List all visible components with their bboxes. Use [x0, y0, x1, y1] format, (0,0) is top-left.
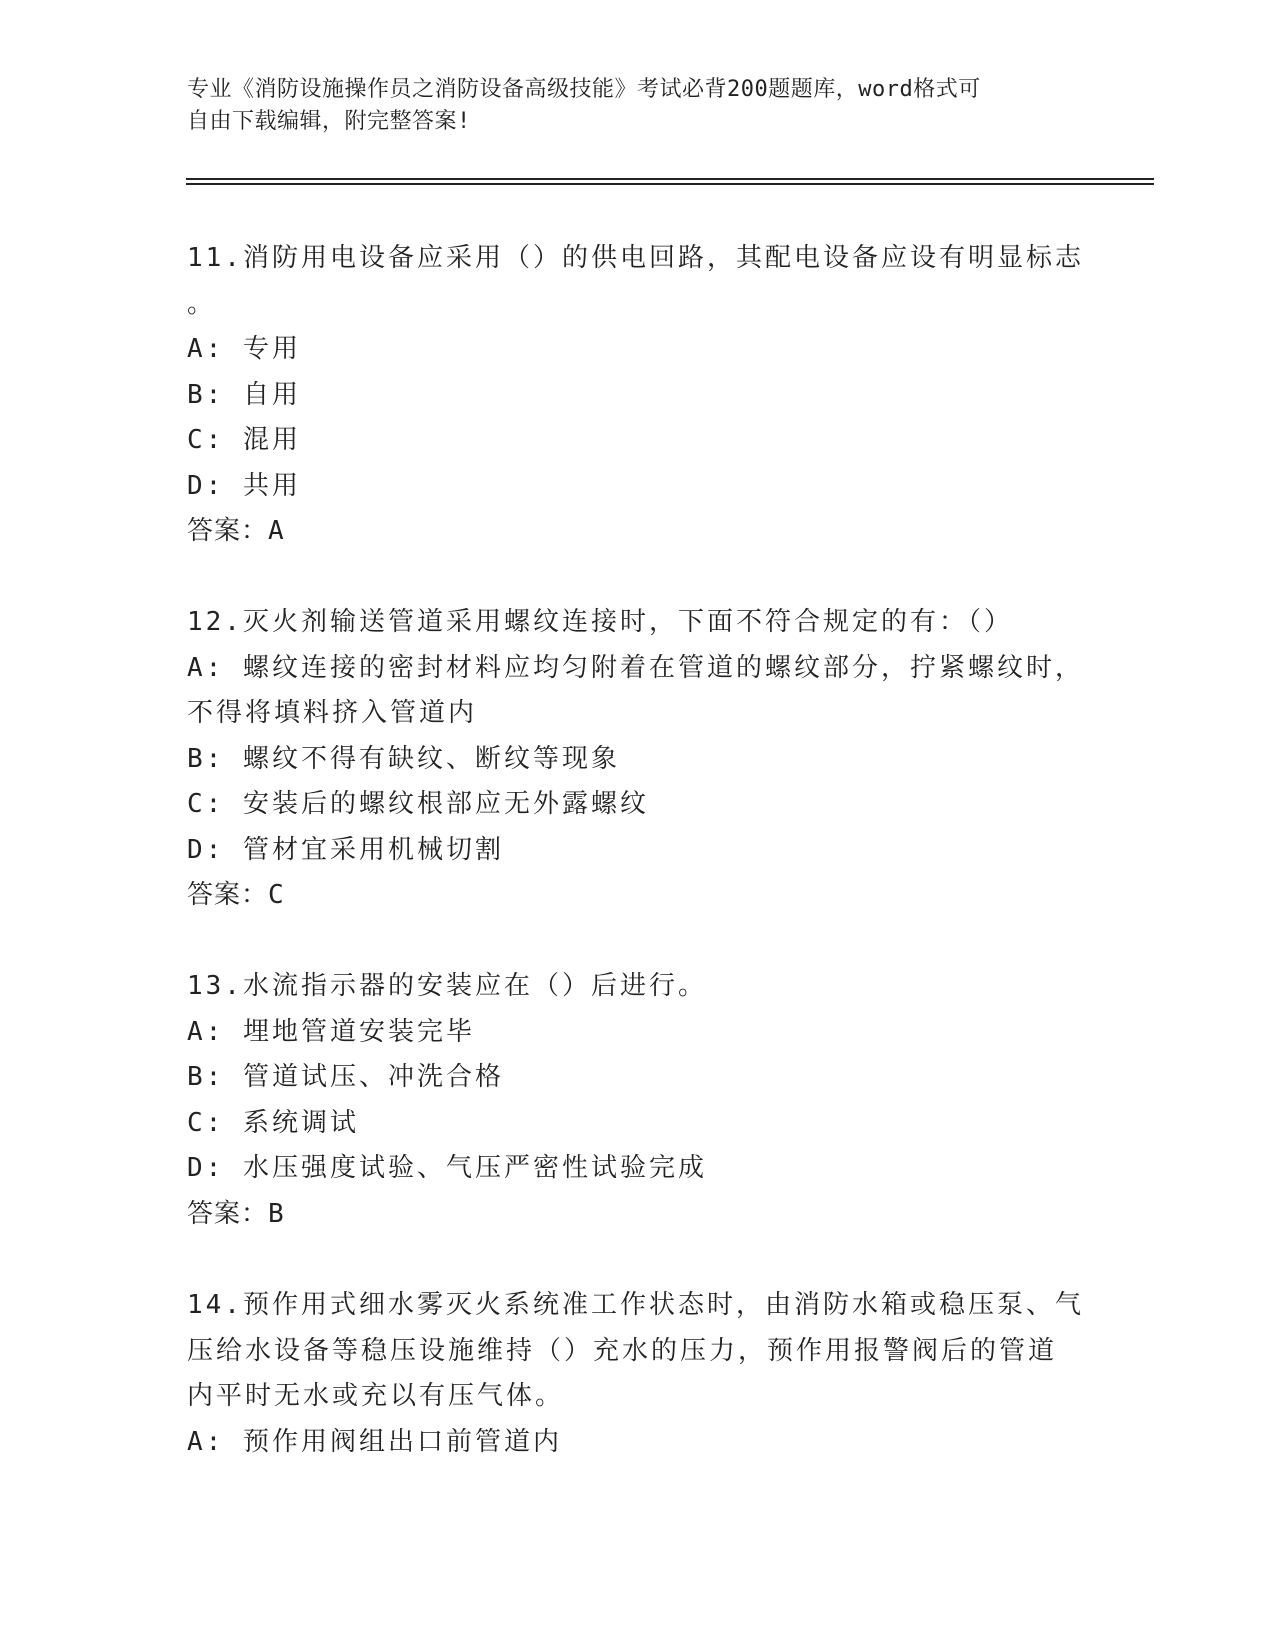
option-d: D: 共用	[187, 470, 301, 501]
option-c: C: 安装后的螺纹根部应无外露螺纹	[187, 789, 649, 819]
answer-line	[187, 1192, 1087, 1238]
question-stem-line: 压给水设备等稳压设施维持（）充水的压力，预作用报警阀后的管道	[187, 1335, 1058, 1366]
question-13	[187, 964, 1087, 1237]
answer-value: A	[268, 516, 285, 546]
question-stem-line: 14.预作用式细水雾灭火系统准工作状态时，由消防水箱或稳压泵、气	[187, 1290, 1084, 1320]
option-a-continued: 不得将填料挤入管道内	[187, 698, 478, 728]
answer-line	[187, 873, 1087, 919]
option-b: B: 管道试压、冲洗合格	[187, 1062, 504, 1092]
answer-value: B	[268, 1198, 285, 1229]
option-a: A: 预作用阀组出口前管道内	[187, 1426, 562, 1457]
question-stem-line: 11.消防用电设备应采用（）的供电回路，其配电设备应设有明显标志	[187, 243, 1084, 273]
question-14	[187, 1283, 1087, 1465]
document-header	[187, 74, 1067, 138]
header-divider-top	[186, 178, 1154, 180]
question-12	[187, 600, 1087, 919]
option-a: A: 螺纹连接的密封材料应均匀附着在管道的螺纹部分，拧紧螺纹时，	[187, 652, 1084, 683]
header-line-2: 自由下载编辑，附完整答案!	[187, 109, 471, 134]
option-b: B: 自用	[187, 379, 301, 410]
option-a: A: 专用	[187, 334, 301, 364]
option-a: A: 埋地管道安装完毕	[187, 1016, 475, 1047]
answer-line	[187, 509, 1087, 555]
answer-label: 答案：	[187, 880, 269, 910]
option-c: C: 混用	[187, 425, 301, 455]
option-d: D: 水压强度试验、气压严密性试验完成	[187, 1153, 707, 1183]
header-divider-bottom	[186, 183, 1154, 185]
question-stem-line: 12.灭火剂输送管道采用螺纹连接时，下面不符合规定的有：（）	[187, 607, 1013, 637]
option-d: D: 管材宜采用机械切割	[187, 834, 504, 865]
option-b: B: 螺纹不得有缺纹、断纹等现象	[187, 743, 620, 774]
answer-label: 答案：	[187, 516, 269, 546]
question-stem-line: 。	[187, 288, 217, 319]
question-11	[187, 236, 1087, 555]
question-stem-line: 内平时无水或充以有压气体。	[187, 1381, 565, 1411]
question-stem-line: 13.水流指示器的安装应在（）后进行。	[187, 971, 707, 1001]
option-c: C: 系统调试	[187, 1107, 359, 1138]
answer-label: 答案：	[187, 1198, 269, 1229]
answer-value: C	[268, 880, 285, 910]
header-line-1: 专业《消防设施操作员之消防设备高级技能》考试必背200题题库，word格式可	[187, 77, 981, 102]
